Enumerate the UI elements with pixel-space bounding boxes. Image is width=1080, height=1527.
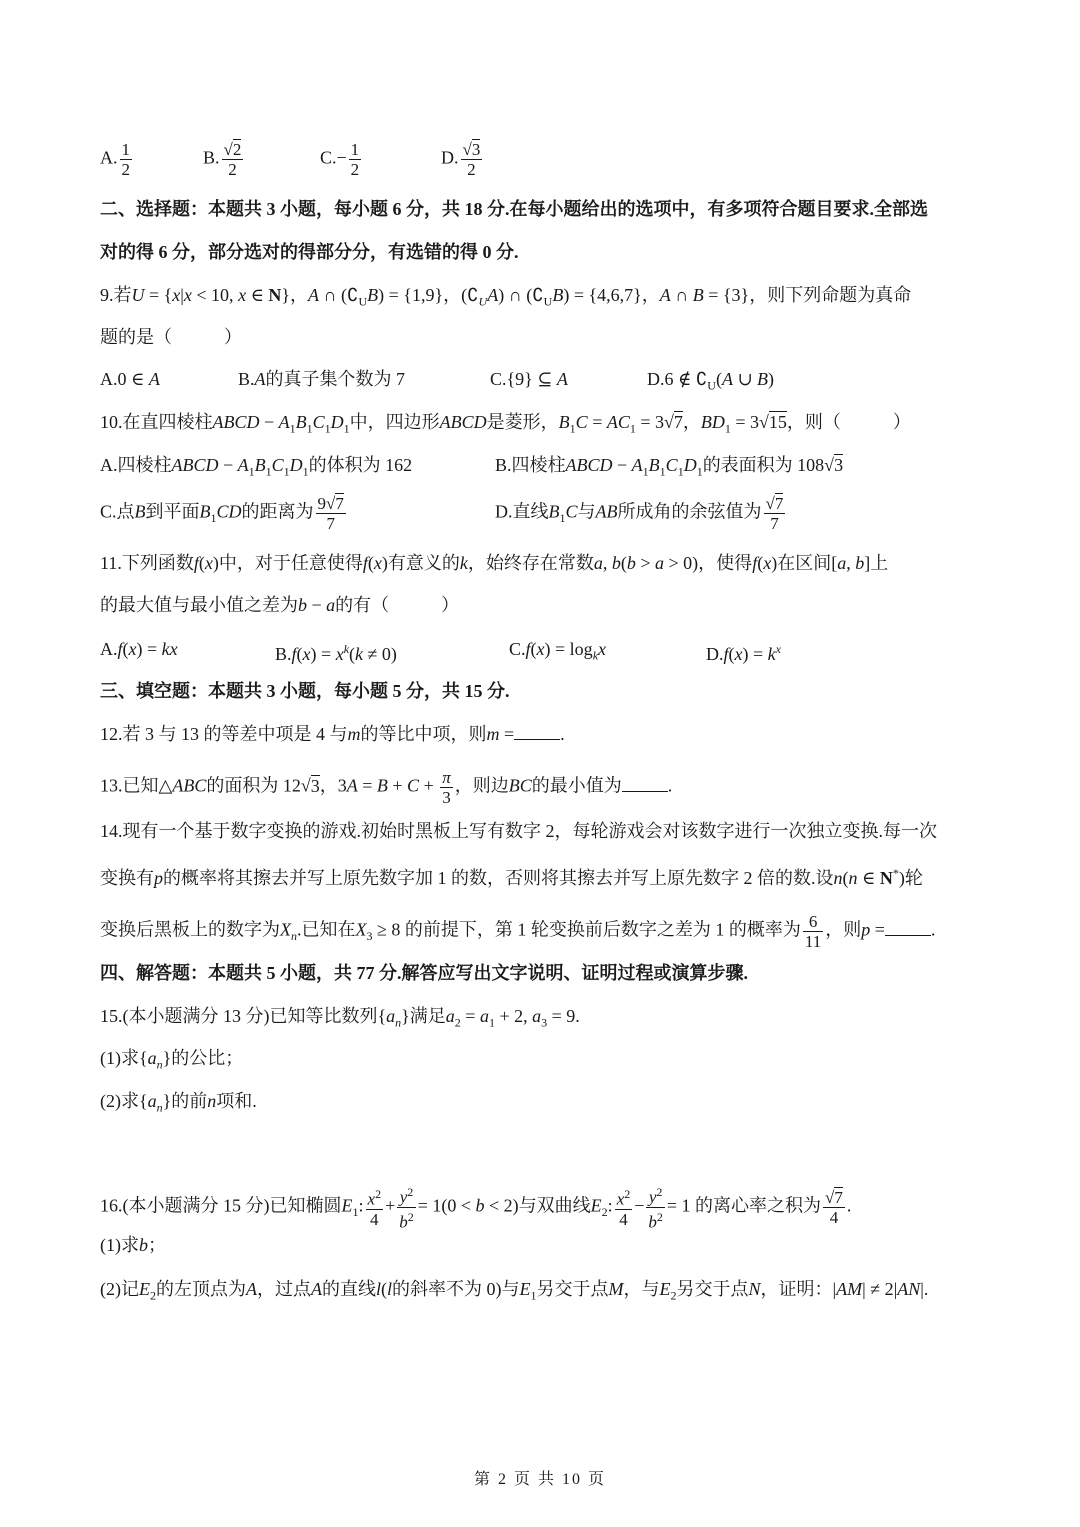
q8-option-d: D. $\frac{√3}{2}$ [441, 140, 481, 179]
q11-option-c: $C.f(x) = \log_kx$ [509, 639, 607, 663]
question-12: 12.若 3 与 13 的等差中项是 4 与m的等比中项，则m = . [100, 724, 565, 744]
question-9-cont: 题的是（ ） [100, 327, 242, 347]
q10-option-b: B.四棱柱ABCD − $A_1B_1C_1D_1$的表面积为 108√3 [495, 455, 844, 479]
q11-option-b: $B.f(x) = x^k(k \ne 0)$ [275, 642, 397, 664]
question-14: 14.现有一个基于数字变换的游戏.初始时黑板上写有数字 2，每轮游戏会对该数字进行一次独立变换.每一次 [100, 821, 937, 841]
question-14-cont-2: 变换后黑板上的数字为$X_n$.已知在$X_3 \ge 8$ 的前提下，第 1 轮变换前后数字之差为 1 的概率为 $\frac{6}{11}$ ，则p = . [100, 912, 936, 951]
q9-option-b: B.A的真子集个数为 7 [238, 369, 406, 389]
page-footer: 第 2 页 共 10 页 [473, 1471, 606, 1488]
question-15: 15.(本小题满分 13 分)已知等比数列$\{a_n\}$满足$a_2 = a_1 + 2$, $a_3 = 9$. [100, 1006, 580, 1030]
q10-option-a: A.四棱柱ABCD − $A_1B_1C_1D_1$的体积为 162 [100, 455, 413, 479]
question-13: 13.已知△ABC的面积为 12√3，3A = B + C + $\frac{\pi}{3}$ ，则边BC的最小值为 . [100, 768, 673, 807]
q9-option-d: D.6 ∉ $∁_U(A$ ∪ B) [647, 369, 775, 393]
q8-option-b: B. $\frac{√2}{2}$ [203, 140, 242, 179]
section-2-heading-cont: 对的得 6 分，部分选对的得部分分，有选错的得 0 分. [100, 242, 519, 262]
question-9: 9.若U = {x|x < 10, x ∈ N}，A ∩ $(∁_UB) = \{1,9\}$，$(∁_UA)$ ∩ $(∁_UB) = \{4,6,7\}$，A ∩ B = {3}，则下列命题为真命 [100, 285, 912, 309]
section-4-heading: 四、解答题：本题共 5 小题，共 77 分.解答应写出文字说明、证明过程或演算步骤. [100, 963, 748, 983]
q8-option-a: A. $\frac{1}{2}$ [100, 140, 130, 179]
q8-option-c: C.− $\frac{1}{2}$ [320, 140, 360, 179]
q11-option-a: A.f(x) = kx [100, 639, 178, 659]
q9-option-a: A.0 ∈ A [100, 369, 160, 389]
question-16-part-1: (1)求b； [100, 1235, 166, 1255]
q10-option-c: C.点B到平面$B_1CD$的距离为 $\frac{9√7}{7}$ [100, 494, 344, 533]
question-10: 10.在直四棱柱ABCD − $A_1B_1C_1D_1$中，四边形ABCD是菱形，$B_1C = AC_1 = 3√7$，$BD_1 = 3√15$，则（ ） [100, 412, 911, 436]
question-11-cont: 的最大值与最小值之差为b − a的有（ ） [100, 595, 460, 615]
question-14-cont-1: 变换有p的概率将其擦去并写上原先数字加 1 的数，否则将其擦去并写上原先数字 2 倍的数.设n(n ∈ N*)轮 [100, 866, 923, 888]
section-2-heading: 二、选择题：本题共 3 小题，每小题 6 分，共 18 分.在每小题给出的选项中，有多项符合题目要求.全部选 [100, 199, 928, 219]
q11-option-d: $D.f(x) = k^x$ [706, 642, 781, 664]
section-3-heading: 三、填空题：本题共 3 小题，每小题 5 分，共 15 分. [100, 681, 510, 701]
question-11: 11.下列函数f(x)中，对于任意使得f(x)有意义的k，始终存在常数a, b(b > a > 0)，使得f(x)在区间[a, b]上 [100, 553, 889, 573]
q10-option-d: D.直线$B_1C$与AB所成角的余弦值为 $\frac{√7}{7}$ [495, 494, 784, 533]
question-15-part-2: (2)求$\{a_n\}$的前n项和. [100, 1091, 257, 1115]
question-15-part-1: (1)求$\{a_n\}$的公比； [100, 1048, 244, 1072]
q9-option-c: C.{9} ⊆ A [490, 369, 568, 389]
question-16-part-2: (2)记$E_2$的左顶点为A，过点A的直线l(l的斜率不为 0)与$E_1$另交于点M，与$E_2$另交于点N，证明：|AM| ≠ 2|AN|. [100, 1279, 929, 1303]
question-16: 16.(本小题满分 15 分)已知椭圆$E_1$: $\frac{x^2}{4}$ + $\frac{y^2}{b^2}$ = 1(0 < b < 2)与双曲线$E_2$: $\frac{x^2}{4}$ − $\frac{y^2}{b^2}$ = 1 的离心率之积为 $\frac{√7}{4}$ . [100, 1185, 852, 1232]
